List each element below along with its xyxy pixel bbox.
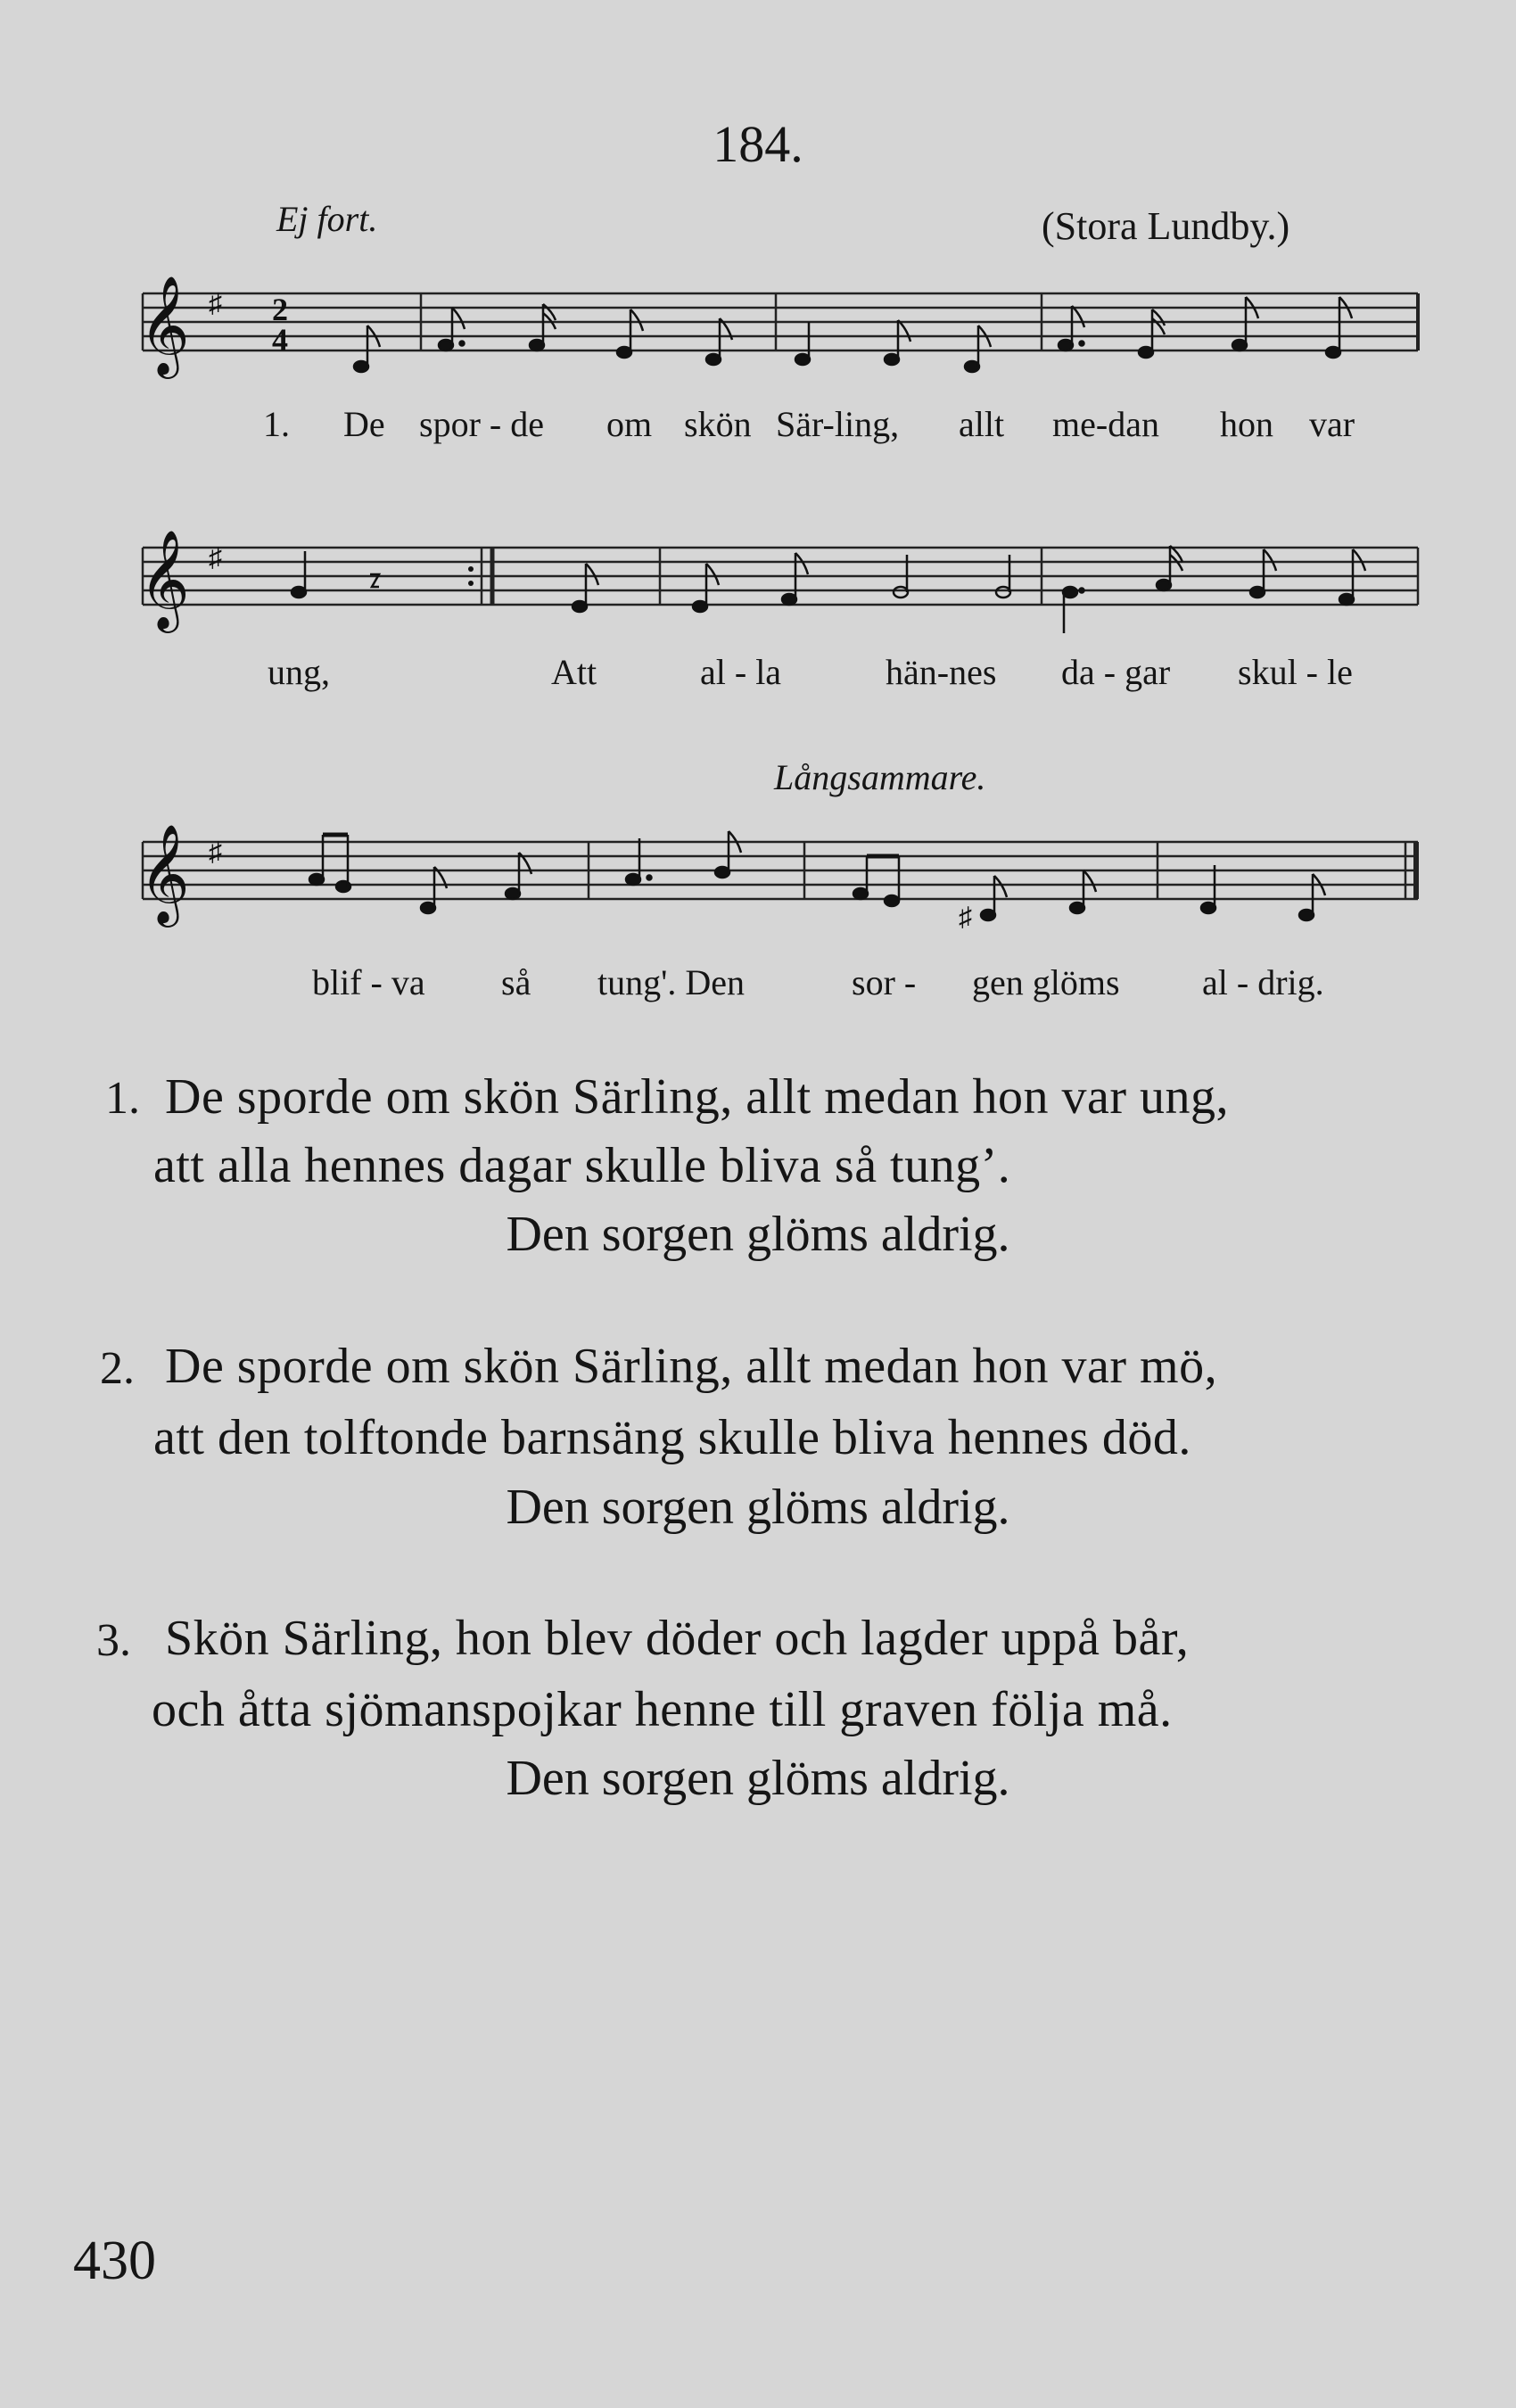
verse-line: De sporde om skön Särling, allt medan hon var mö,: [165, 1339, 1218, 1394]
lyric-syllable: De: [343, 404, 385, 444]
lyric-syllable: så: [501, 962, 531, 1002]
verse-refrain: Den sorgen glöms aldrig.: [506, 1751, 1010, 1806]
lyric-syllable: hon: [1220, 404, 1273, 444]
verse-line: och åtta sjömanspojkar henne till graven följa må.: [152, 1682, 1173, 1737]
verse-number: 1.: [105, 1073, 140, 1124]
lyric-syllable: gen glöms: [972, 962, 1120, 1002]
svg-text:♯: ♯: [209, 837, 222, 867]
lyric-syllable: sor -: [852, 962, 917, 1002]
treble-clef-icon: 𝄞: [139, 823, 190, 923]
verse-line: Skön Särling, hon blev döder och lagder uppå bår,: [165, 1611, 1190, 1666]
lyric-syllable: allt: [959, 404, 1005, 444]
lyric-syllable: al - la: [700, 652, 782, 692]
svg-text:♯: ♯: [209, 543, 222, 573]
staff-system-3: [134, 823, 1436, 936]
staff-system-1: [134, 275, 1436, 388]
lyric-syllable: om: [606, 404, 653, 444]
lyric-syllable: da - gar: [1061, 652, 1171, 692]
tempo-marking-slower: Långsammare.: [774, 757, 986, 797]
lyric-syllable: me-dan: [1052, 404, 1159, 444]
lyric-syllable: skön: [684, 404, 752, 444]
verse-number: 2.: [100, 1343, 135, 1394]
song-source: (Stora Lundby.): [1042, 204, 1290, 248]
lyric-syllable: ung,: [268, 652, 330, 692]
lyric-syllable: var: [1309, 404, 1355, 444]
treble-clef-icon: 𝄞: [139, 275, 190, 375]
verse-refrain: Den sorgen glöms aldrig.: [506, 1207, 1010, 1262]
lyric-syllable: blif - va: [312, 962, 425, 1002]
lyrics-system-3: [134, 961, 1436, 1015]
verse-refrain: Den sorgen glöms aldrig.: [506, 1480, 1010, 1535]
verse-line: att den tolftonde barnsäng skulle bliva hennes död.: [153, 1410, 1191, 1465]
verse-line: att alla hennes dagar skulle bliva så tung’.: [153, 1138, 1011, 1193]
lyric-syllable: Att: [551, 652, 597, 692]
svg-text:♯: ♯: [209, 289, 222, 318]
treble-clef-icon: 𝄞: [139, 529, 190, 629]
lyrics-system-1: [134, 403, 1436, 457]
lyric-syllable: skul - le: [1238, 652, 1353, 692]
lyric-syllable: al - drig.: [1202, 962, 1324, 1002]
lyric-syllable: Sär-ling,: [776, 404, 900, 444]
svg-text:2: 2: [272, 292, 288, 327]
lyric-syllable: spor - de: [419, 404, 544, 444]
lyric-syllable: hän-nes: [886, 652, 997, 692]
lyric-syllable: 1.: [263, 404, 290, 444]
lyrics-system-2: [134, 651, 1436, 705]
verse-number: 3.: [96, 1615, 131, 1666]
page-number-bottom: 430: [73, 2231, 156, 2291]
verse-line: De sporde om skön Särling, allt medan hon var ung,: [165, 1069, 1230, 1125]
lyric-syllable: tung'. Den: [597, 962, 745, 1002]
page-number-top: 184.: [713, 115, 803, 173]
tempo-marking: Ej fort.: [276, 199, 378, 239]
svg-text:4: 4: [272, 322, 288, 358]
staff-system-2: [134, 529, 1436, 642]
svg-text:♯: ♯: [959, 903, 972, 932]
